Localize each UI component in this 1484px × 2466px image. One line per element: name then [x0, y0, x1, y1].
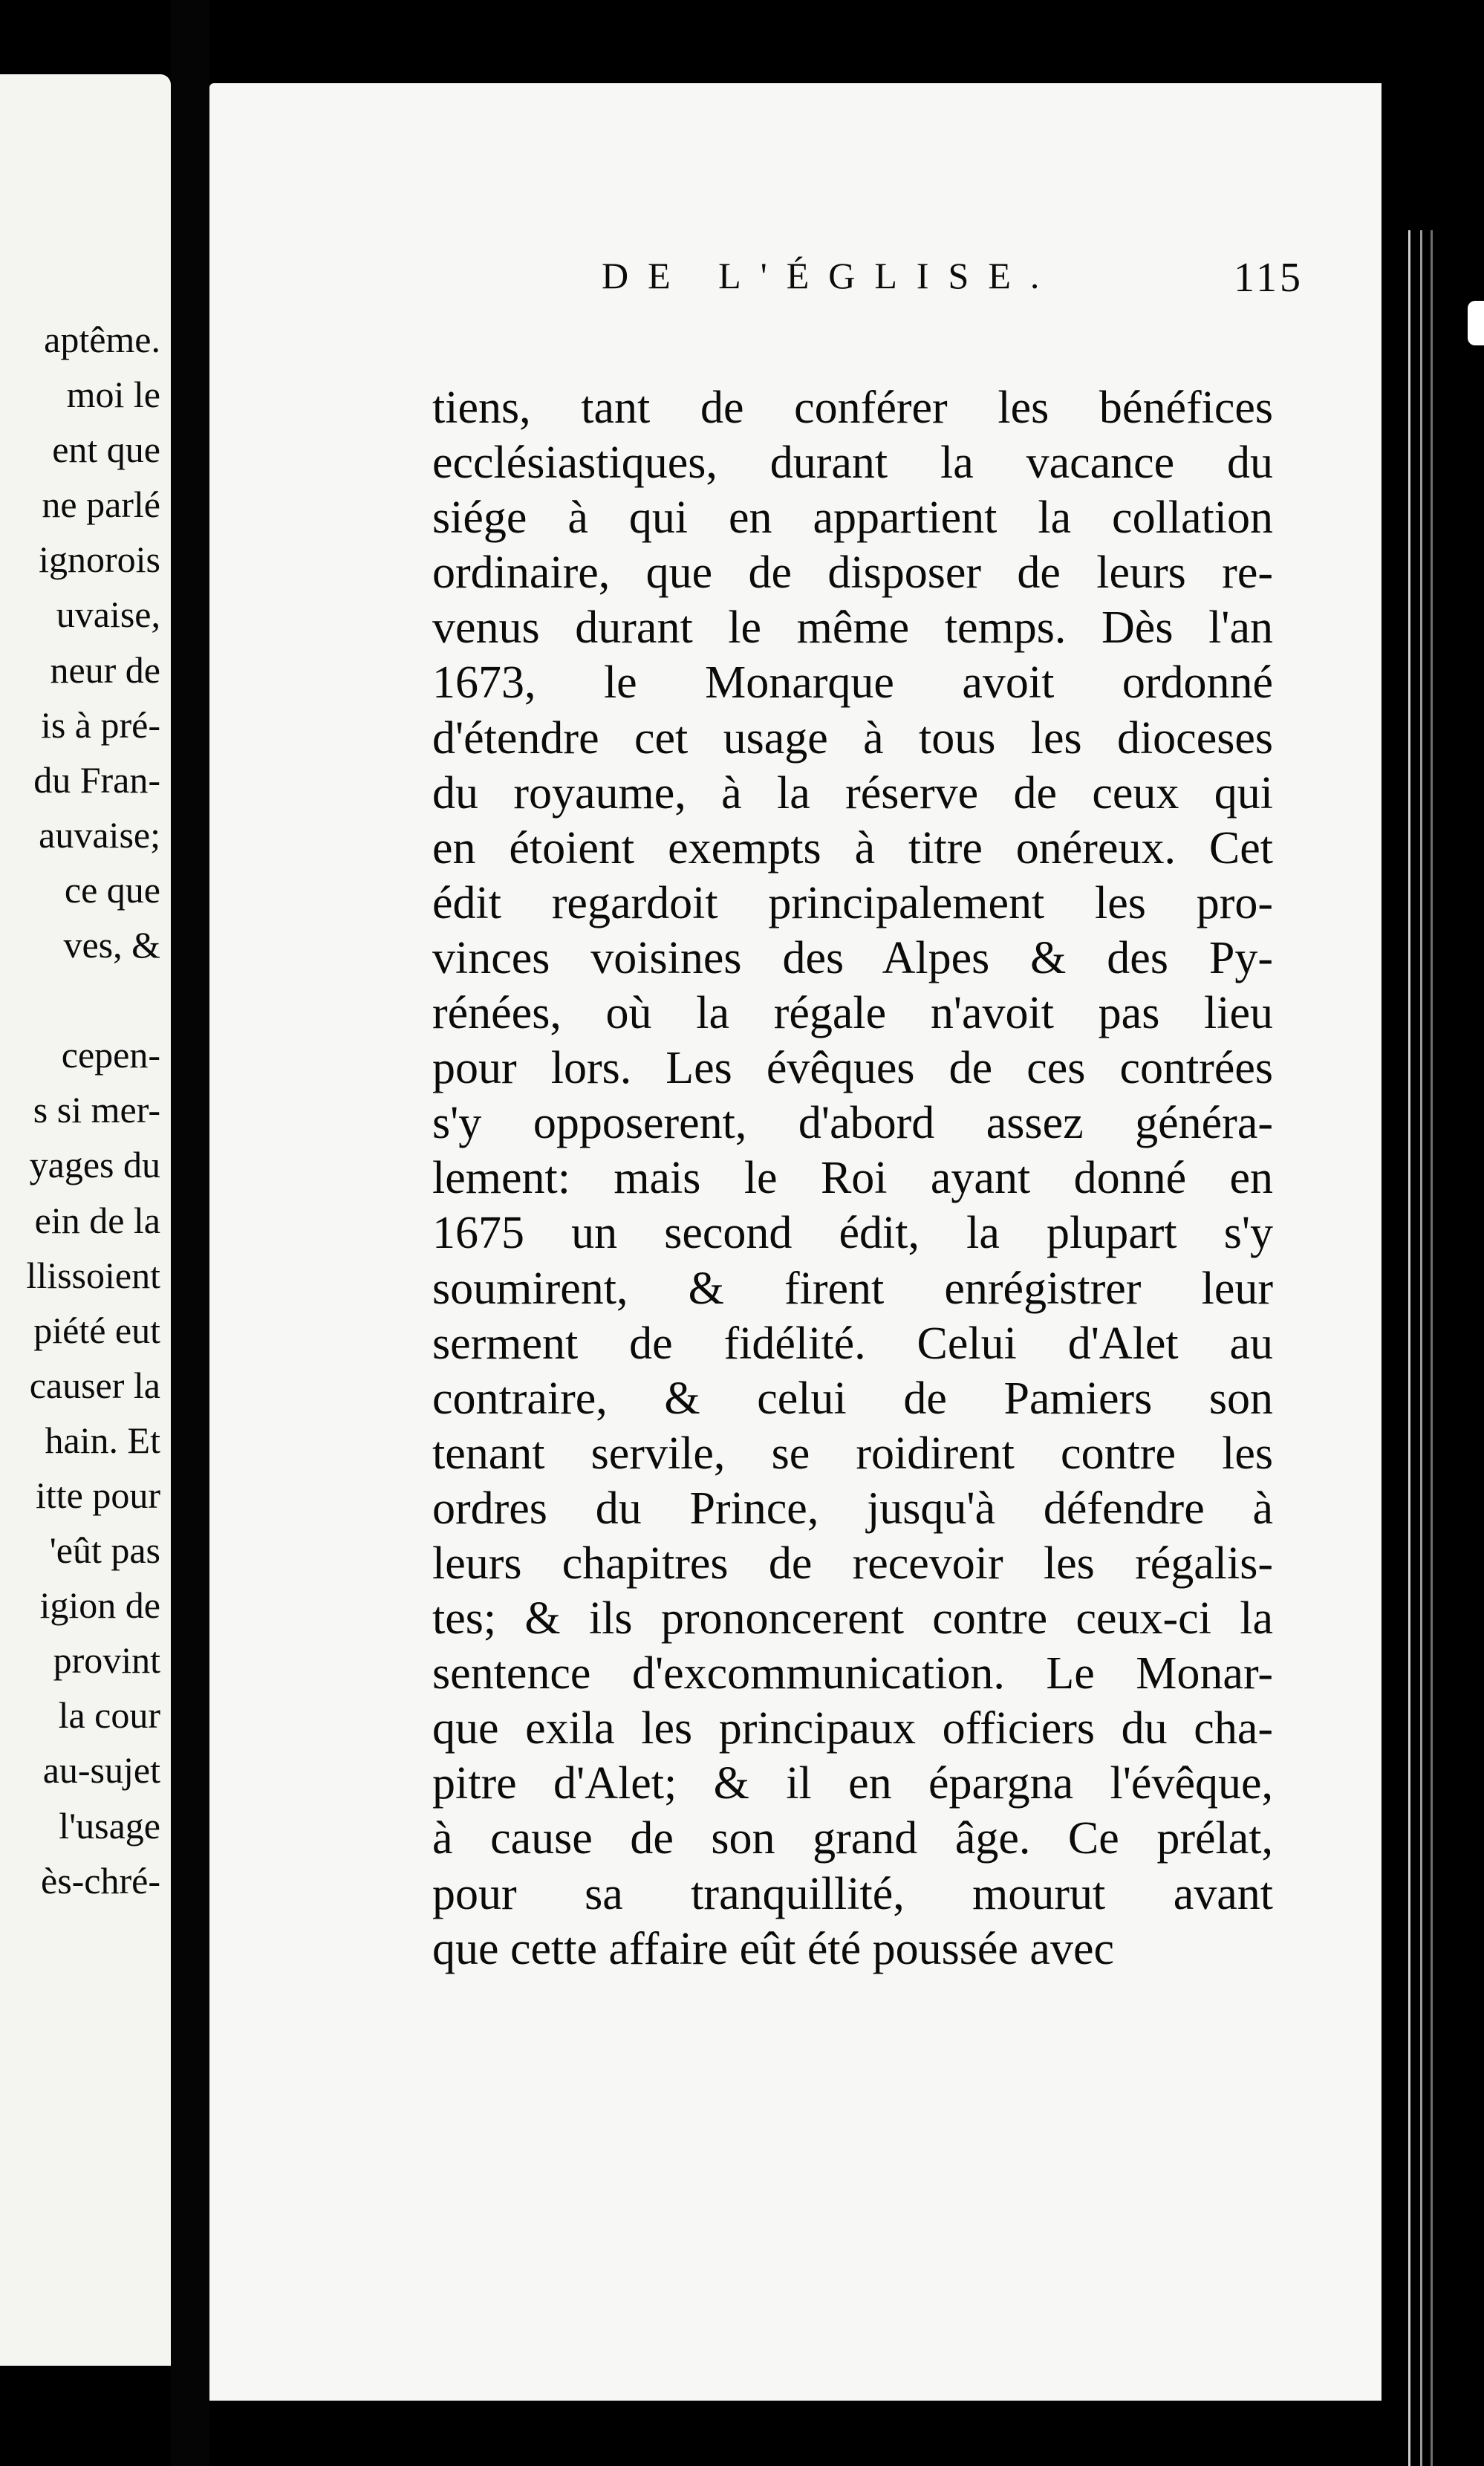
left-line: provint — [53, 1639, 160, 1682]
left-line: auvaise; — [39, 813, 160, 856]
text-line: serment de fidélité. Celui d'Alet au — [432, 1318, 1273, 1369]
left-line: piété eut — [33, 1309, 160, 1351]
left-line: ès-chré- — [41, 1859, 160, 1901]
left-line: la cour — [58, 1694, 160, 1737]
left-line: causer la — [29, 1364, 160, 1406]
right-page-edge — [1382, 111, 1484, 2369]
text-line: lement: mais le Roi ayant donné en — [432, 1153, 1273, 1204]
left-line: ignorois — [39, 539, 160, 581]
edge-stripe — [1408, 230, 1410, 2466]
text-line: soumirent, & firent enrégistrer leur — [432, 1263, 1273, 1314]
text-line: ordres du Prince, jusqu'à défendre à — [432, 1483, 1273, 1534]
main-page — [209, 83, 1382, 2401]
left-line: aptême. — [44, 319, 160, 360]
left-line: ves, & — [63, 924, 160, 966]
text-line: rénées, où la régale n'avoit pas lieu — [432, 988, 1273, 1039]
text-line: tiens, tant de conférer les bénéfices — [432, 383, 1273, 433]
text-line: du royaume, à la réserve de ceux qui — [432, 767, 1273, 819]
page-number: 115 — [1234, 255, 1304, 301]
left-line: s si mer- — [33, 1089, 160, 1131]
left-line: l'usage — [59, 1804, 160, 1847]
text-line: pour lors. Les évêques de ces contrées — [432, 1043, 1273, 1094]
running-head-title: DE L'ÉGLISE. — [602, 255, 1059, 296]
text-line: tenant servile, se roidirent contre les — [432, 1428, 1273, 1479]
text-line: d'étendre cet usage à tous les dioceses — [432, 712, 1273, 764]
text-line: sentence d'excommunication. Le Monar- — [432, 1648, 1273, 1699]
left-line: uvaise, — [56, 593, 160, 636]
left-line: ein de la — [34, 1199, 160, 1241]
text-line: siége à qui en appartient la collation — [432, 492, 1273, 544]
left-line: au-sujet — [42, 1749, 160, 1792]
edge-stripe — [1431, 230, 1433, 2466]
left-line: du Fran- — [33, 758, 160, 801]
edge-stripe — [1420, 230, 1422, 2466]
text-line: en étoient exempts à titre onéreux. Cet — [432, 822, 1273, 873]
left-line: cepen- — [61, 1034, 160, 1076]
text-line: 1673, le Monarque avoit ordonné — [432, 657, 1273, 709]
left-line: 'eût pas — [49, 1529, 160, 1572]
text-line: que exila les principaux officiers du cha- — [432, 1703, 1273, 1754]
text-line: 1675 un second édit, la plupart s'y — [432, 1208, 1273, 1259]
running-head — [401, 254, 1304, 321]
left-line: ne parlé — [42, 484, 160, 526]
text-line: que cette affaire eût été poussée avec — [432, 1923, 1114, 1974]
text-line: édit regardoit principalement les pro- — [432, 877, 1273, 928]
left-line: yages du — [29, 1144, 160, 1186]
text-line: leurs chapitres de recevoir les régalis- — [432, 1538, 1273, 1589]
left-line: itte pour — [35, 1474, 160, 1516]
left-line: ent que — [52, 429, 160, 471]
text-line: ordinaire, que de disposer de leurs re- — [432, 547, 1273, 599]
text-line: ecclésiastiques, durant la vacance du — [432, 437, 1273, 489]
text-line: contraire, & celui de Pamiers son — [432, 1373, 1273, 1424]
text-line: venus durant le même temps. Dès l'an — [432, 602, 1273, 654]
text-line: s'y opposerent, d'abord assez généra- — [432, 1098, 1273, 1149]
left-line: hain. Et — [45, 1419, 160, 1461]
edge-mark — [1468, 301, 1484, 345]
text-line: tes; & ils prononcerent contre ceux-ci la — [432, 1593, 1273, 1644]
text-line: pour sa tranquillité, mourut avant — [432, 1868, 1273, 1919]
left-line: neur de — [50, 648, 160, 691]
text-line: pitre d'Alet; & il en épargna l'évêque, — [432, 1758, 1273, 1809]
left-line: moi le — [66, 374, 160, 416]
left-line: is à pré- — [40, 703, 160, 746]
left-line — [0, 972, 160, 1027]
body-text — [432, 380, 1273, 1977]
left-page-text — [0, 312, 160, 1908]
left-line: igion de — [39, 1584, 160, 1627]
text-line: vinces voisines des Alpes & des Py- — [432, 932, 1273, 983]
text-line: à cause de son grand âge. Ce prélat, — [432, 1813, 1273, 1864]
left-page-fragment — [0, 74, 171, 2366]
left-line: llissoient — [26, 1254, 160, 1296]
left-line: ce que — [64, 868, 160, 911]
book-gutter — [171, 0, 209, 2466]
